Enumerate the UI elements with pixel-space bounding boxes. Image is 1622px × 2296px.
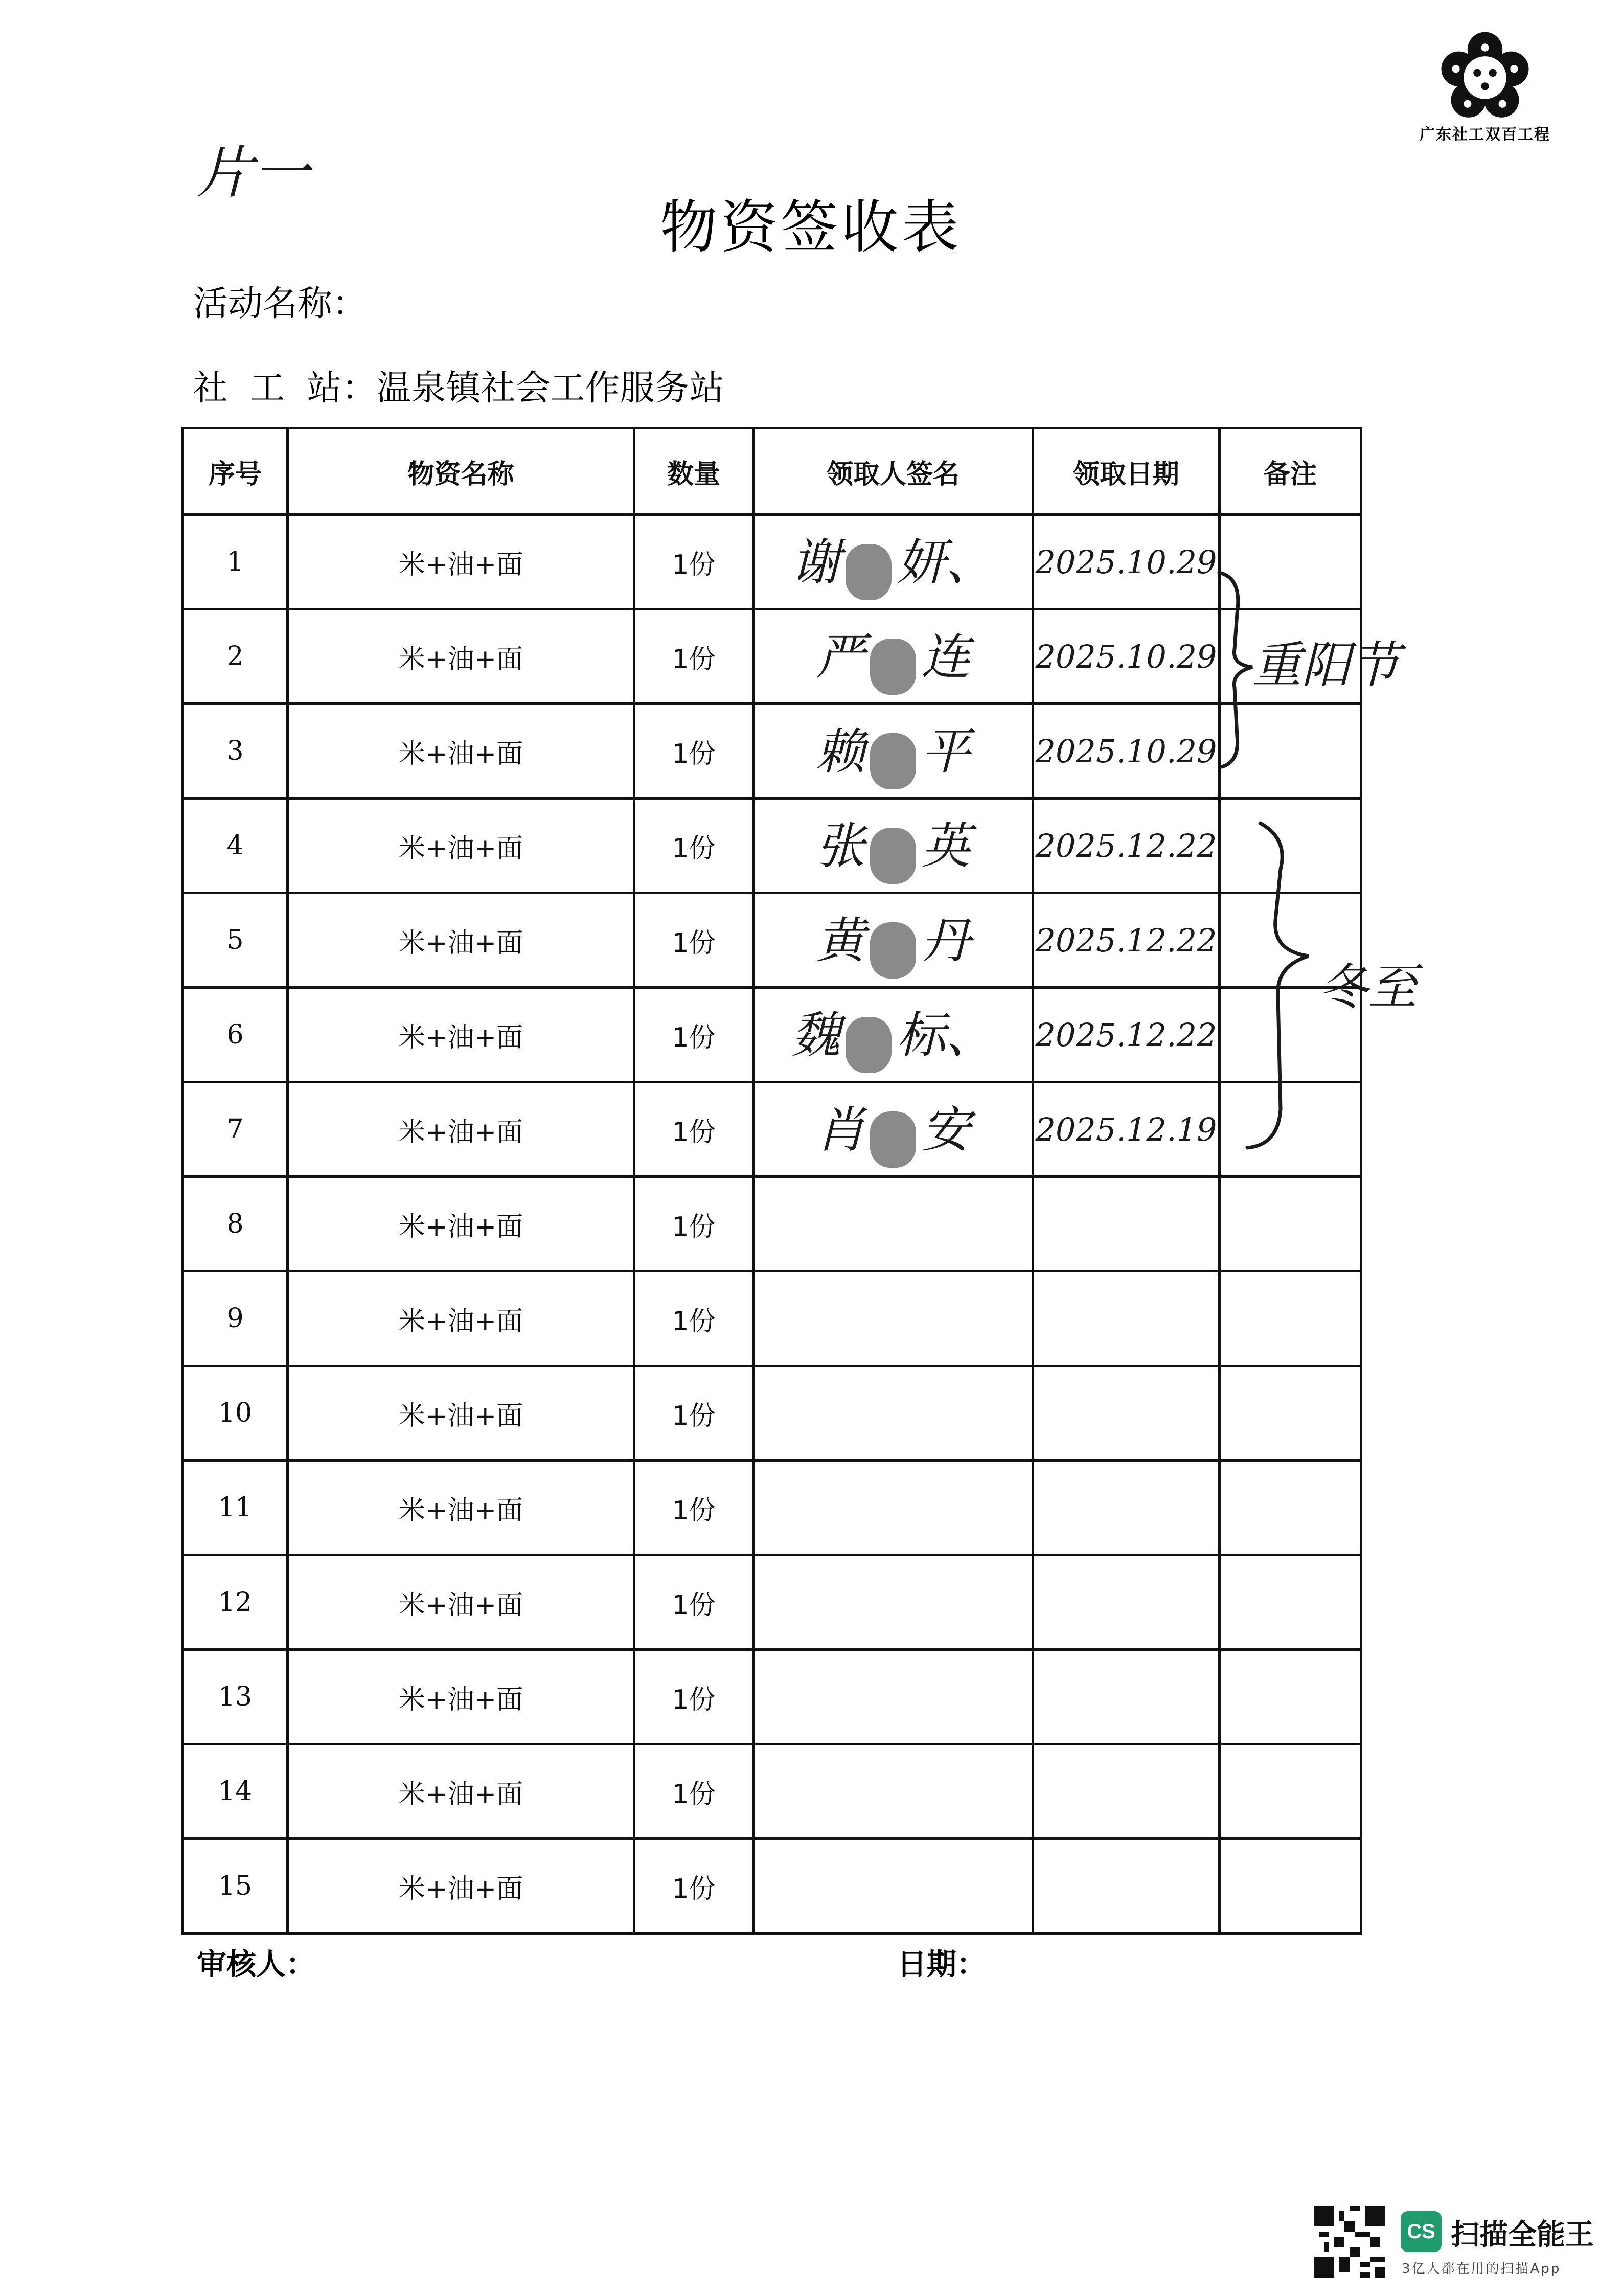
row-signature: [753, 988, 1033, 1082]
date-handwritten: 2025.12.19: [1035, 1110, 1217, 1148]
table-row: [183, 799, 1361, 893]
row-qty: 1份: [634, 704, 753, 799]
signature-part: 严: [816, 628, 865, 686]
table-row: [183, 515, 1361, 609]
row-no: 15: [183, 1839, 288, 1934]
row-no: 14: [183, 1744, 288, 1839]
row-remarks: [1220, 1271, 1361, 1366]
row-qty: 1份: [634, 1839, 753, 1934]
row-qty: 1份: [634, 1555, 753, 1650]
row-item: 米+油+面: [288, 1839, 634, 1934]
header-remarks: 备注: [1220, 428, 1361, 515]
date-handwritten: 2025.10.29: [1035, 732, 1217, 770]
row-remarks: [1220, 1839, 1361, 1934]
station-value: 温泉镇社会工作服务站: [376, 368, 724, 408]
logo-flower-icon: [1436, 28, 1534, 125]
row-remarks: [1220, 704, 1361, 799]
row-item: 米+油+面: [288, 1650, 634, 1744]
activity-name-label: 活动名称：: [193, 284, 368, 324]
row-no: 13: [183, 1650, 288, 1744]
scanner-app-icon: CS: [1401, 2211, 1442, 2252]
row-signature: [753, 893, 1033, 988]
row-qty: 1份: [634, 988, 753, 1082]
row-date: [1033, 1744, 1220, 1839]
date-handwritten: 2025.10.29: [1035, 543, 1217, 581]
redaction-blur: [870, 733, 916, 789]
row-signature: [753, 1839, 1033, 1934]
table-row: [183, 1555, 1361, 1650]
row-item: 米+油+面: [288, 1082, 634, 1177]
qr-code-icon: [1314, 2206, 1385, 2278]
row-signature: [753, 1744, 1033, 1839]
row-date: [1033, 988, 1220, 1082]
row-qty: 1份: [634, 893, 753, 988]
row-date: [1033, 704, 1220, 799]
row-no: 4: [183, 799, 288, 893]
redaction-blur: [870, 922, 916, 979]
row-no: 9: [183, 1271, 288, 1366]
row-remarks: [1220, 1177, 1361, 1271]
row-no: 3: [183, 704, 288, 799]
row-no: 8: [183, 1177, 288, 1271]
redaction-blur: [870, 828, 916, 884]
row-item: 米+油+面: [288, 1461, 634, 1555]
row-item: 米+油+面: [288, 1555, 634, 1650]
row-item: 米+油+面: [288, 515, 634, 609]
row-signature: [753, 704, 1033, 799]
row-date: [1033, 1366, 1220, 1461]
signature-part: 丹: [921, 912, 970, 969]
row-no: 10: [183, 1366, 288, 1461]
signature-part: 魏: [791, 1007, 840, 1064]
signature-part: 连: [921, 628, 970, 686]
signature-part: 标、: [897, 1007, 995, 1064]
row-qty: 1份: [634, 1366, 753, 1461]
row-no: 11: [183, 1461, 288, 1555]
signature-part: 赖: [816, 723, 865, 780]
table-row: [183, 1177, 1361, 1271]
row-signature: [753, 1650, 1033, 1744]
signature-part: 安: [921, 1101, 970, 1158]
row-signature: [753, 609, 1033, 704]
scanner-brand: 扫描全能王: [1451, 2218, 1594, 2252]
page-title: 物资签收表: [660, 194, 962, 261]
table-row: [183, 704, 1361, 799]
row-remarks: [1220, 1082, 1361, 1177]
signature-part: 谢: [791, 534, 840, 591]
row-remarks: [1220, 1555, 1361, 1650]
row-remarks: [1220, 1744, 1361, 1839]
row-date: [1033, 1461, 1220, 1555]
date-handwritten: 2025.12.22: [1035, 827, 1217, 865]
row-signature: [753, 1366, 1033, 1461]
row-signature: [753, 1177, 1033, 1271]
date-handwritten: 2025.12.22: [1035, 1016, 1217, 1054]
row-date: [1033, 1271, 1220, 1366]
row-qty: 1份: [634, 1744, 753, 1839]
signature-part: 妍、: [897, 534, 995, 591]
row-remarks: [1220, 799, 1361, 893]
header-qty: 数量: [634, 428, 753, 515]
row-qty: 1份: [634, 515, 753, 609]
date-handwritten: 2025.12.22: [1035, 921, 1217, 959]
row-signature: [753, 1271, 1033, 1366]
receipt-table: [181, 427, 1362, 1935]
table-row: [183, 609, 1361, 704]
row-signature: [753, 1555, 1033, 1650]
row-item: 米+油+面: [288, 1271, 634, 1366]
row-no: 7: [183, 1082, 288, 1177]
scanner-tagline: 3亿人都在用的扫描App: [1402, 2261, 1561, 2277]
row-qty: 1份: [634, 609, 753, 704]
scanner-watermark: [1314, 2201, 1605, 2283]
row-date: [1033, 799, 1220, 893]
row-no: 1: [183, 515, 288, 609]
row-signature: [753, 1461, 1033, 1555]
row-qty: 1份: [634, 799, 753, 893]
header-date: 领取日期: [1033, 428, 1220, 515]
row-no: 6: [183, 988, 288, 1082]
row-item: 米+油+面: [288, 893, 634, 988]
table-row: [183, 1461, 1361, 1555]
row-remarks: [1220, 515, 1361, 609]
row-item: 米+油+面: [288, 988, 634, 1082]
table-row: [183, 1650, 1361, 1744]
row-no: 5: [183, 893, 288, 988]
row-date: [1033, 1082, 1220, 1177]
station-label: 社 工 站：: [193, 368, 377, 408]
row-date: [1033, 609, 1220, 704]
row-date: [1033, 515, 1220, 609]
row-date: [1033, 1177, 1220, 1271]
reviewer-label: 审核人：: [197, 1947, 316, 1982]
row-remarks: [1220, 1650, 1361, 1744]
footer-date-label: 日期：: [897, 1947, 987, 1982]
table-row: [183, 988, 1361, 1082]
header-item: 物资名称: [288, 428, 634, 515]
row-no: 2: [183, 609, 288, 704]
row-remarks: [1220, 1366, 1361, 1461]
signature-part: 英: [921, 817, 970, 875]
row-date: [1033, 1650, 1220, 1744]
row-signature: [753, 515, 1033, 609]
row-signature: [753, 1082, 1033, 1177]
row-item: 米+油+面: [288, 1744, 634, 1839]
table-row: [183, 1271, 1361, 1366]
row-date: [1033, 1839, 1220, 1934]
signature-part: 黄: [816, 912, 865, 969]
row-qty: 1份: [634, 1650, 753, 1744]
table-header-row: [183, 428, 1361, 515]
row-qty: 1份: [634, 1177, 753, 1271]
corner-handwritten-note: 片一: [197, 140, 309, 206]
row-item: 米+油+面: [288, 1366, 634, 1461]
row-signature: [753, 799, 1033, 893]
activity-name-field: [193, 276, 367, 326]
row-qty: 1份: [634, 1082, 753, 1177]
table-row: [183, 1082, 1361, 1177]
redaction-blur: [846, 1017, 892, 1073]
annotation-group2: 冬至: [1319, 959, 1417, 1016]
signature-part: 肖: [816, 1101, 865, 1158]
row-qty: 1份: [634, 1461, 753, 1555]
row-item: 米+油+面: [288, 609, 634, 704]
signature-part: 张: [816, 817, 865, 875]
row-date: [1033, 1555, 1220, 1650]
row-no: 12: [183, 1555, 288, 1650]
date-handwritten: 2025.10.29: [1035, 638, 1217, 675]
table-row: [183, 893, 1361, 988]
row-qty: 1份: [634, 1271, 753, 1366]
redaction-blur: [870, 639, 916, 695]
signature-part: 平: [921, 723, 970, 780]
row-remarks: [1220, 1461, 1361, 1555]
annotation-group1: 重阳节: [1252, 636, 1400, 694]
row-date: [1033, 893, 1220, 988]
table-row: [183, 1839, 1361, 1934]
logo-caption: 广东社工双百工程: [1420, 126, 1550, 144]
row-item: 米+油+面: [288, 1177, 634, 1271]
header-signature: 领取人签名: [753, 428, 1033, 515]
station-field: [193, 360, 724, 410]
redaction-blur: [846, 544, 892, 600]
row-item: 米+油+面: [288, 704, 634, 799]
row-item: 米+油+面: [288, 799, 634, 893]
redaction-blur: [870, 1111, 916, 1168]
header-no: 序号: [183, 428, 288, 515]
table-row: [183, 1366, 1361, 1461]
table-row: [183, 1744, 1361, 1839]
